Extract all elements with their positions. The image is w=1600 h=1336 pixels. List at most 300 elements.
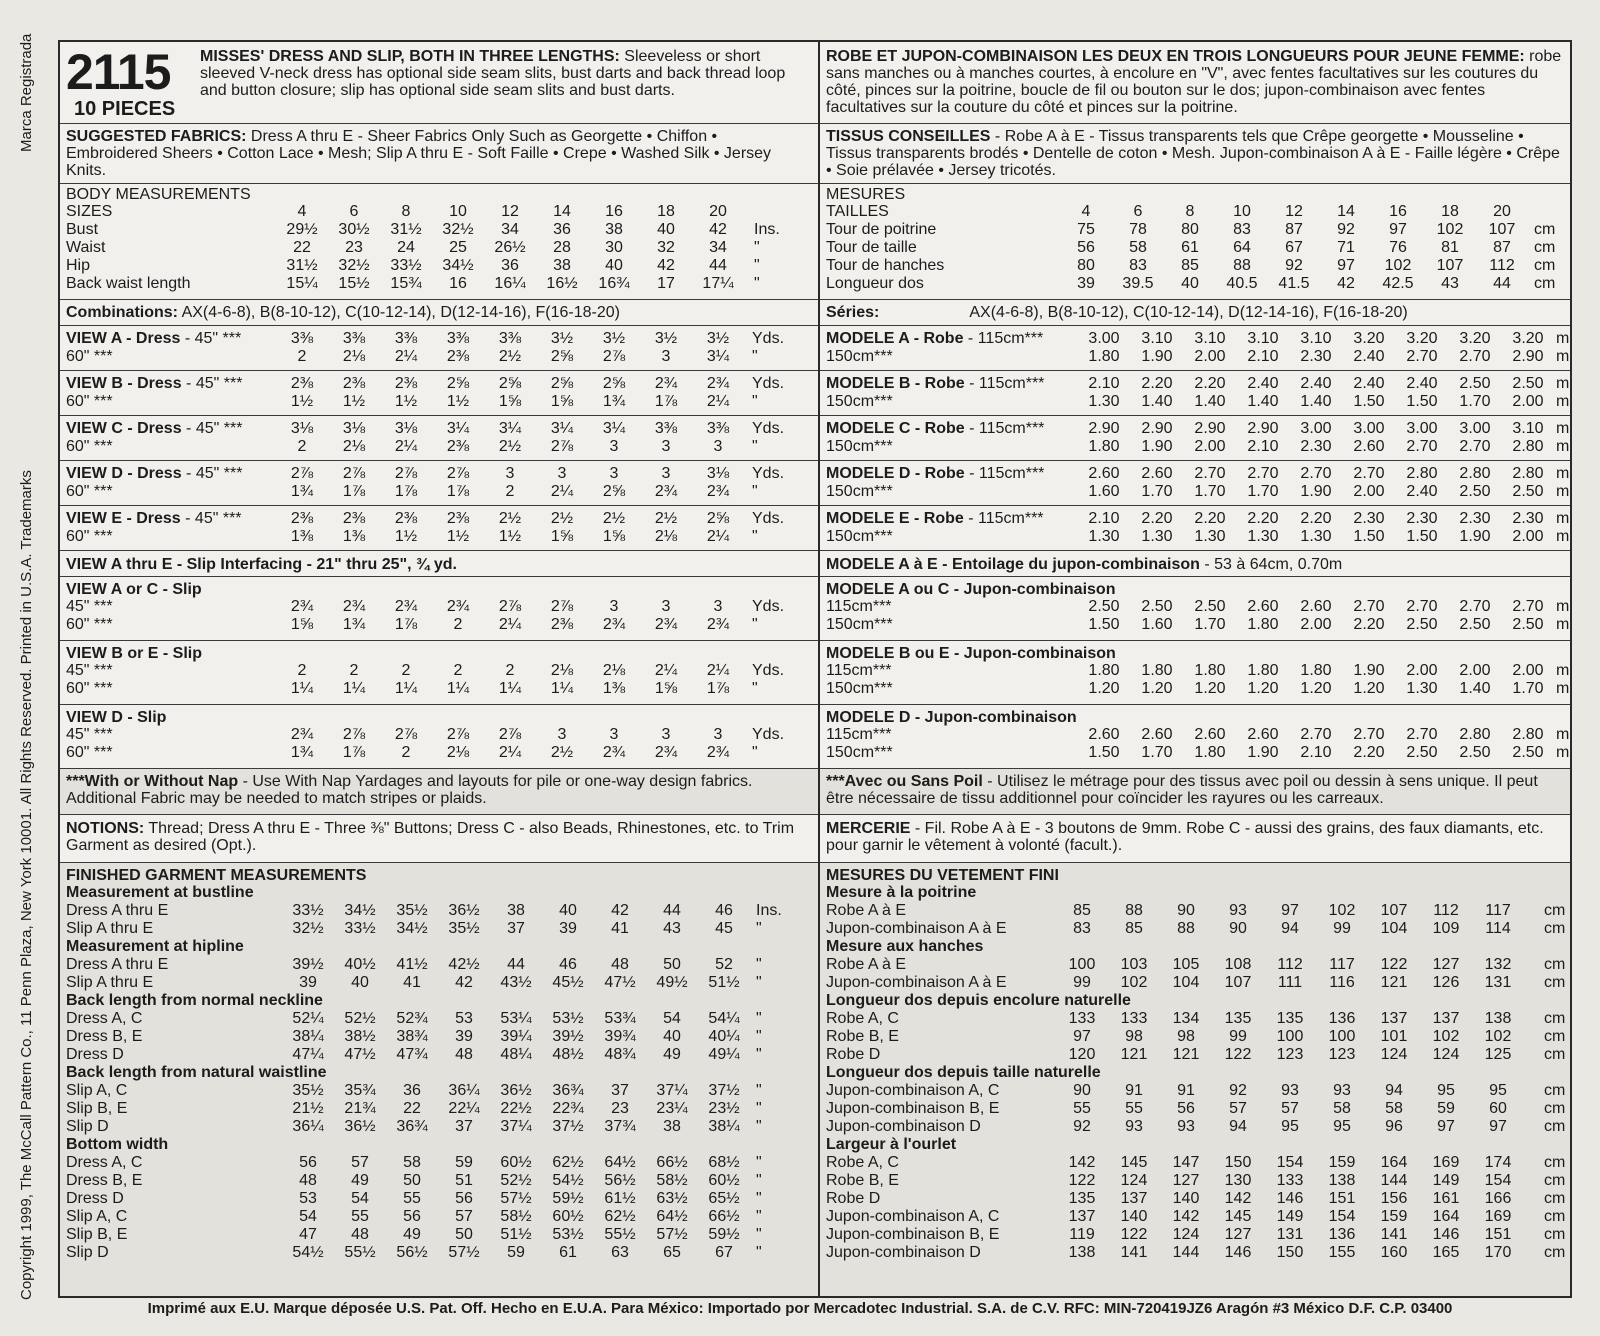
cell-value: 3¼ — [498, 420, 522, 437]
data-row — [826, 203, 1564, 221]
cell-value: 1⅞ — [706, 680, 730, 697]
cell-value: 109 — [1432, 920, 1460, 937]
unit-label: cm — [1544, 1154, 1566, 1171]
body-title-fr: MESURES — [826, 186, 906, 203]
data-row — [826, 510, 1570, 528]
description-en — [200, 48, 810, 99]
cell-value: 1.80 — [1194, 662, 1226, 679]
cell-value: 2⅞ — [342, 465, 366, 482]
cell-value: 2⅝ — [498, 375, 522, 392]
cell-value: 47¾ — [396, 1046, 428, 1063]
cell-value: 62½ — [552, 1154, 584, 1171]
cell-value: 15¾ — [390, 275, 422, 292]
cell-value: 2 — [401, 662, 411, 679]
cell-value: 16½ — [546, 275, 578, 292]
cell-value: 100 — [1068, 956, 1096, 973]
cell-value: 40 — [1181, 275, 1199, 292]
cell-value: 120 — [1068, 1046, 1096, 1063]
cell-value: 112 — [1277, 956, 1303, 973]
cell-value: 1.80 — [1300, 662, 1332, 679]
cell-value: 23 — [611, 1100, 629, 1117]
cell-value: 3 — [661, 726, 671, 743]
section-heading: Longueur dos depuis encolure naturelle — [826, 992, 1131, 1009]
cell-value: 65½ — [708, 1190, 740, 1207]
cell-value: 42 — [709, 221, 727, 238]
cell-value: 138 — [1068, 1244, 1096, 1261]
finished-en — [60, 863, 818, 1296]
cell-value: 55½ — [344, 1244, 376, 1261]
row-label: Tour de taille — [826, 239, 917, 256]
cell-value: 2⅛ — [342, 348, 366, 365]
unit-label: m — [1556, 680, 1570, 697]
data-row — [66, 1118, 812, 1136]
data-row — [66, 465, 812, 483]
cell-value: 61½ — [604, 1190, 636, 1207]
cell-value: 2⅜ — [446, 348, 470, 365]
cell-value: 1½ — [498, 528, 522, 545]
cell-value: 107 — [1224, 974, 1252, 991]
row-label: 150cm*** — [826, 438, 893, 455]
cell-value: 99 — [1333, 920, 1351, 937]
cell-value: 56½ — [396, 1244, 428, 1261]
cell-value: 1½ — [342, 393, 366, 410]
cell-value: 22¾ — [552, 1100, 584, 1117]
cell-value: 50 — [403, 1172, 421, 1189]
cell-value: 48¼ — [500, 1046, 532, 1063]
cell-value: 2.60 — [1194, 726, 1226, 743]
data-row — [66, 348, 812, 366]
cell-value: 28 — [553, 239, 571, 256]
cell-value: 2.70 — [1300, 726, 1332, 743]
cell-value: 3⅜ — [342, 330, 366, 347]
row-label: Robe A à E — [826, 902, 907, 919]
cell-value: 1¼ — [446, 680, 470, 697]
cell-value: 1.30 — [1194, 528, 1226, 545]
slip-view-title: MODELE D - Jupon-combinaison — [826, 709, 1077, 726]
cell-value: 49 — [403, 1226, 421, 1243]
cell-value: 10 — [449, 203, 467, 220]
cell-value: 3 — [557, 726, 567, 743]
unit-label: " — [754, 257, 760, 274]
cell-value: 60½ — [708, 1172, 740, 1189]
cell-value: 121 — [1120, 1046, 1148, 1063]
data-row — [826, 275, 1564, 293]
cell-value: 121 — [1380, 974, 1408, 991]
cell-value: 51 — [455, 1172, 473, 1189]
cell-value: 1¼ — [498, 680, 522, 697]
cell-value: 2½ — [550, 510, 574, 527]
cell-value: 1.80 — [1247, 616, 1279, 633]
dress-view-3 — [820, 461, 1570, 506]
cell-value: 55 — [1125, 1100, 1143, 1117]
cell-value: 2.70 — [1353, 465, 1385, 482]
cell-value: 2.30 — [1459, 510, 1491, 527]
cell-value: 1⅞ — [446, 483, 470, 500]
row-label: 150cm*** — [826, 616, 893, 633]
cell-value: 40 — [605, 257, 623, 274]
cell-value: 34½ — [442, 257, 474, 274]
cell-value: 33½ — [292, 902, 324, 919]
cell-value: 102 — [1484, 1028, 1512, 1045]
unit-label: " — [756, 1226, 762, 1243]
cell-value: 39½ — [292, 956, 324, 973]
cell-value: 78 — [1129, 221, 1147, 238]
cell-value: 54½ — [292, 1244, 324, 1261]
cell-value: 2.10 — [1247, 348, 1279, 365]
cell-value: 57 — [1281, 1100, 1299, 1117]
cell-value: 37½ — [552, 1118, 584, 1135]
cell-value: 2.40 — [1353, 375, 1385, 392]
cell-value: 32 — [657, 239, 675, 256]
row-label: Dress A, C — [66, 1154, 143, 1171]
cell-value: 94 — [1229, 1118, 1247, 1135]
section-heading: Measurement at hipline — [66, 938, 244, 955]
row-label: Slip A thru E — [66, 920, 154, 937]
cell-value: 41 — [403, 974, 421, 991]
cell-value: 64½ — [656, 1208, 688, 1225]
cell-value: 2⅛ — [550, 662, 574, 679]
row-label: Dress A, C — [66, 1010, 143, 1027]
data-row — [66, 510, 812, 528]
cell-value: 48½ — [552, 1046, 584, 1063]
cell-value: 2.10 — [1300, 744, 1332, 761]
cell-value: 140 — [1120, 1208, 1148, 1225]
cell-value: 2.50 — [1512, 483, 1544, 500]
data-row — [66, 1154, 812, 1172]
cell-value: 56 — [403, 1208, 421, 1225]
cell-value: 39 — [1077, 275, 1095, 292]
cell-value: 102 — [1328, 902, 1356, 919]
view-name: VIEW C - Dress — [66, 420, 182, 437]
data-row — [826, 257, 1564, 275]
row-label: Slip D — [66, 1118, 109, 1135]
cell-value: 2.00 — [1512, 662, 1544, 679]
cell-value: 165 — [1432, 1244, 1460, 1261]
cell-value: 1.50 — [1088, 616, 1120, 633]
cell-value: 2⅛ — [602, 662, 626, 679]
unit-label: cm — [1544, 920, 1566, 937]
cell-value: 40 — [663, 1028, 681, 1045]
cell-value: 97 — [1489, 1118, 1507, 1135]
cell-value: 112 — [1433, 902, 1459, 919]
row-label: 60" *** — [66, 348, 113, 365]
cell-value: 2.60 — [1300, 598, 1332, 615]
cell-value: 2.70 — [1353, 726, 1385, 743]
cell-value: 122 — [1224, 1046, 1252, 1063]
cell-value: 1⅞ — [394, 483, 418, 500]
cell-value: 30 — [605, 239, 623, 256]
cell-value: 60½ — [500, 1154, 532, 1171]
cell-value: 2.50 — [1512, 375, 1544, 392]
data-row — [826, 1118, 1564, 1136]
cell-value: 1.40 — [1459, 680, 1491, 697]
cell-value: 108 — [1224, 956, 1252, 973]
cell-value: 3.10 — [1300, 330, 1332, 347]
cell-value: 53¾ — [604, 1010, 636, 1027]
row-label: Jupon-combinaison D — [826, 1244, 981, 1261]
cell-value: 1.70 — [1194, 616, 1226, 633]
row-label: Tour de poitrine — [826, 221, 937, 238]
cell-value: 3⅛ — [706, 465, 730, 482]
cell-value: 43 — [1441, 275, 1459, 292]
row-label: 60" *** — [66, 680, 113, 697]
row-label: Slip A thru E — [66, 974, 154, 991]
cell-value: 1⅝ — [654, 680, 678, 697]
cell-value: 3⅛ — [394, 420, 418, 437]
cell-value: 31½ — [390, 221, 422, 238]
french-column — [820, 42, 1570, 1296]
unit-label: m — [1556, 726, 1570, 743]
cell-value: 2.50 — [1194, 598, 1226, 615]
cell-value: 58 — [1129, 239, 1147, 256]
cell-value: 1⅜ — [290, 528, 314, 545]
cell-value: 40.5 — [1226, 275, 1258, 292]
cell-value: 61 — [1181, 239, 1199, 256]
cell-value: 36¼ — [448, 1082, 480, 1099]
cell-value: 2½ — [498, 348, 522, 365]
cell-value: 49¼ — [708, 1046, 740, 1063]
cell-value: 68½ — [708, 1154, 740, 1171]
cell-value: 2¾ — [654, 616, 678, 633]
cell-value: 2.50 — [1406, 744, 1438, 761]
combos-label-fr: Séries: — [826, 304, 880, 321]
cell-value: 22¼ — [448, 1100, 480, 1117]
cell-value: 3 — [661, 465, 671, 482]
cell-value: 34 — [501, 221, 519, 238]
cell-value: 2¾ — [290, 726, 314, 743]
cell-value: 44 — [507, 956, 525, 973]
unit-label: " — [756, 1100, 762, 1117]
row-label: 150cm*** — [826, 348, 893, 365]
cell-value: 154 — [1328, 1208, 1356, 1225]
cell-value: 1.20 — [1300, 680, 1332, 697]
cell-value: 2.50 — [1512, 616, 1544, 633]
cell-value: 39.5 — [1122, 275, 1154, 292]
cell-value: 38½ — [344, 1028, 376, 1045]
slip-view-title: MODELE B ou E - Jupon-combinaison — [826, 645, 1116, 662]
cell-value: 4 — [297, 203, 307, 220]
unit-label: " — [756, 1190, 762, 1207]
width-label: - 115cm*** — [963, 510, 1044, 527]
cell-value: 2.70 — [1194, 465, 1226, 482]
description-fr — [826, 48, 1564, 116]
cell-value: 54 — [299, 1208, 317, 1225]
cell-value: 35½ — [292, 1082, 324, 1099]
cell-value: 57½ — [500, 1190, 532, 1207]
cell-value: 34 — [709, 239, 727, 256]
data-row — [826, 902, 1564, 920]
cell-value: 2¾ — [342, 598, 366, 615]
cell-value: 155 — [1328, 1244, 1356, 1261]
data-row — [66, 275, 812, 293]
data-row — [66, 239, 812, 257]
cell-value: 36 — [553, 221, 571, 238]
cell-value: 2.70 — [1406, 438, 1438, 455]
data-row — [826, 528, 1570, 546]
cell-value: 37¼ — [500, 1118, 532, 1135]
unit-label: cm — [1544, 956, 1566, 973]
cell-value: 48 — [351, 1226, 369, 1243]
cell-value: 2.70 — [1300, 465, 1332, 482]
cell-value: 43 — [663, 920, 681, 937]
cell-value: 94 — [1281, 920, 1299, 937]
cell-value: 133 — [1276, 1172, 1304, 1189]
cell-value: 3 — [609, 726, 619, 743]
cell-value: 49 — [663, 1046, 681, 1063]
cell-value: 36½ — [500, 1082, 532, 1099]
cell-value: 2.70 — [1512, 598, 1544, 615]
row-label: Dress B, E — [66, 1172, 143, 1189]
cell-value: 124 — [1120, 1172, 1148, 1189]
unit-label: cm — [1544, 1190, 1566, 1207]
dress-view-2 — [60, 416, 818, 461]
nap-text-en: - Use With Nap Yardages and layouts for pile or one-way design fabrics. Additional Fabric may be needed to match stripes or plaids. — [66, 773, 753, 807]
cell-value: 55 — [351, 1208, 369, 1225]
cell-value: 44 — [1493, 275, 1511, 292]
cell-value: 95 — [1281, 1118, 1299, 1135]
cell-value: 16¾ — [598, 275, 630, 292]
cell-value: 2 — [349, 662, 359, 679]
unit-label: cm — [1534, 221, 1556, 238]
cell-value: 25 — [449, 239, 467, 256]
cell-value: 3.10 — [1141, 330, 1173, 347]
data-row — [826, 1172, 1564, 1190]
cell-value: 160 — [1380, 1244, 1408, 1261]
cell-value: 3 — [557, 465, 567, 482]
row-label: Dress A thru E — [66, 956, 169, 973]
cell-value: 134 — [1172, 1010, 1200, 1027]
cell-value: 1.90 — [1141, 348, 1173, 365]
cell-value: 104 — [1380, 920, 1408, 937]
row-label: Jupon-combinaison A, C — [826, 1082, 1000, 1099]
cell-value: 3.20 — [1459, 330, 1491, 347]
data-row — [826, 438, 1570, 456]
data-row — [66, 1010, 812, 1028]
cell-value: 40½ — [344, 956, 376, 973]
cell-value: 21½ — [292, 1100, 324, 1117]
cell-value: 55½ — [604, 1226, 636, 1243]
cell-value: 147 — [1172, 1154, 1200, 1171]
cell-value: 2.90 — [1088, 420, 1120, 437]
nap-fr — [820, 769, 1570, 815]
cell-value: 49½ — [656, 974, 688, 991]
cell-value: 2.20 — [1353, 616, 1385, 633]
cell-value: 2⅜ — [290, 375, 314, 392]
cell-value: 159 — [1380, 1208, 1408, 1225]
cell-value: 2⅜ — [446, 438, 470, 455]
cell-value: 76 — [1389, 239, 1407, 256]
view-label — [826, 330, 1043, 348]
cell-value: 3⅛ — [342, 420, 366, 437]
cell-value: 33½ — [390, 257, 422, 274]
data-row — [826, 974, 1564, 992]
cell-value: 3 — [609, 438, 619, 455]
view-label — [66, 510, 242, 528]
row-label: Longueur dos — [826, 275, 924, 292]
view-label — [826, 420, 1044, 438]
cell-value: 50 — [455, 1226, 473, 1243]
header-en — [60, 42, 818, 124]
data-row — [66, 1028, 812, 1046]
cell-value: 32½ — [338, 257, 370, 274]
cell-value: 93 — [1333, 1082, 1351, 1099]
row-label: 60" *** — [66, 616, 113, 633]
cell-value: 3 — [661, 598, 671, 615]
cell-value: 6 — [349, 203, 359, 220]
data-row — [826, 1046, 1564, 1064]
cell-value: 3.10 — [1194, 330, 1226, 347]
data-row — [66, 662, 812, 680]
data-row — [66, 1226, 812, 1244]
cell-value: 56 — [299, 1154, 317, 1171]
cell-value: 23¼ — [656, 1100, 688, 1117]
cell-value: 137 — [1120, 1190, 1148, 1207]
cell-value: 2.30 — [1300, 438, 1332, 455]
cell-value: 2.00 — [1406, 662, 1438, 679]
cell-value: 2.10 — [1088, 375, 1120, 392]
cell-value: 3 — [661, 348, 671, 365]
cell-value: 142 — [1172, 1208, 1200, 1225]
cell-value: 2.60 — [1353, 438, 1385, 455]
unit-label: cm — [1544, 1100, 1566, 1117]
data-row — [66, 1046, 812, 1064]
cell-value: 2.50 — [1459, 375, 1491, 392]
unit-label: " — [756, 974, 762, 991]
cell-value: 58½ — [500, 1208, 532, 1225]
data-row — [66, 956, 812, 974]
view-label — [826, 465, 1044, 483]
finished-table-fr — [826, 884, 1564, 1262]
cell-value: 1⅞ — [394, 616, 418, 633]
unit-label: Yds. — [752, 662, 785, 679]
cell-value: 3.00 — [1300, 420, 1332, 437]
unit-label: " — [756, 1010, 762, 1027]
cell-value: 2.50 — [1459, 483, 1491, 500]
unit-label: cm — [1544, 1028, 1566, 1045]
cell-value: 102 — [1384, 257, 1412, 274]
cell-value: 60½ — [552, 1208, 584, 1225]
cell-value: 2.70 — [1459, 598, 1491, 615]
data-row — [66, 420, 812, 438]
cell-value: 2⅝ — [550, 348, 574, 365]
cell-value: 1.90 — [1459, 528, 1491, 545]
nap-label-fr: ***Avec ou Sans Poil — [826, 773, 983, 790]
dress-view-1 — [820, 371, 1570, 416]
cell-value: 2.70 — [1459, 438, 1491, 455]
cell-value: 26½ — [494, 239, 526, 256]
pattern-number: 2115 — [66, 44, 171, 100]
cell-value: 124 — [1380, 1046, 1408, 1063]
footer-imprint: Imprimé aux E.U. Marque déposée U.S. Pat. Off. Hecho en E.U.A. Para México: Importado por Mercadotec Industrial. S.A. de C.V. RFC: MIN-720419JZ6 Aragón #3 México D.F. C.P. 03400 — [147, 1300, 1453, 1317]
cell-value: 166 — [1484, 1190, 1512, 1207]
cell-value: 56 — [1077, 239, 1095, 256]
cell-value: 3½ — [706, 330, 730, 347]
pieces-count: 10 PIECES — [74, 98, 176, 120]
cell-value: 39 — [455, 1028, 473, 1045]
cell-value: 52¼ — [292, 1010, 324, 1027]
cell-value: 1¾ — [290, 483, 314, 500]
cell-value: 3⅜ — [290, 330, 314, 347]
cell-value: 59½ — [708, 1226, 740, 1243]
cell-value: 100 — [1328, 1028, 1356, 1045]
cell-value: 1.50 — [1353, 528, 1385, 545]
cell-value: 2⅜ — [290, 510, 314, 527]
data-row — [66, 330, 812, 348]
cell-value: 2.20 — [1353, 744, 1385, 761]
cell-value: 1.70 — [1194, 483, 1226, 500]
row-label: 150cm*** — [826, 744, 893, 761]
data-row — [66, 528, 812, 546]
